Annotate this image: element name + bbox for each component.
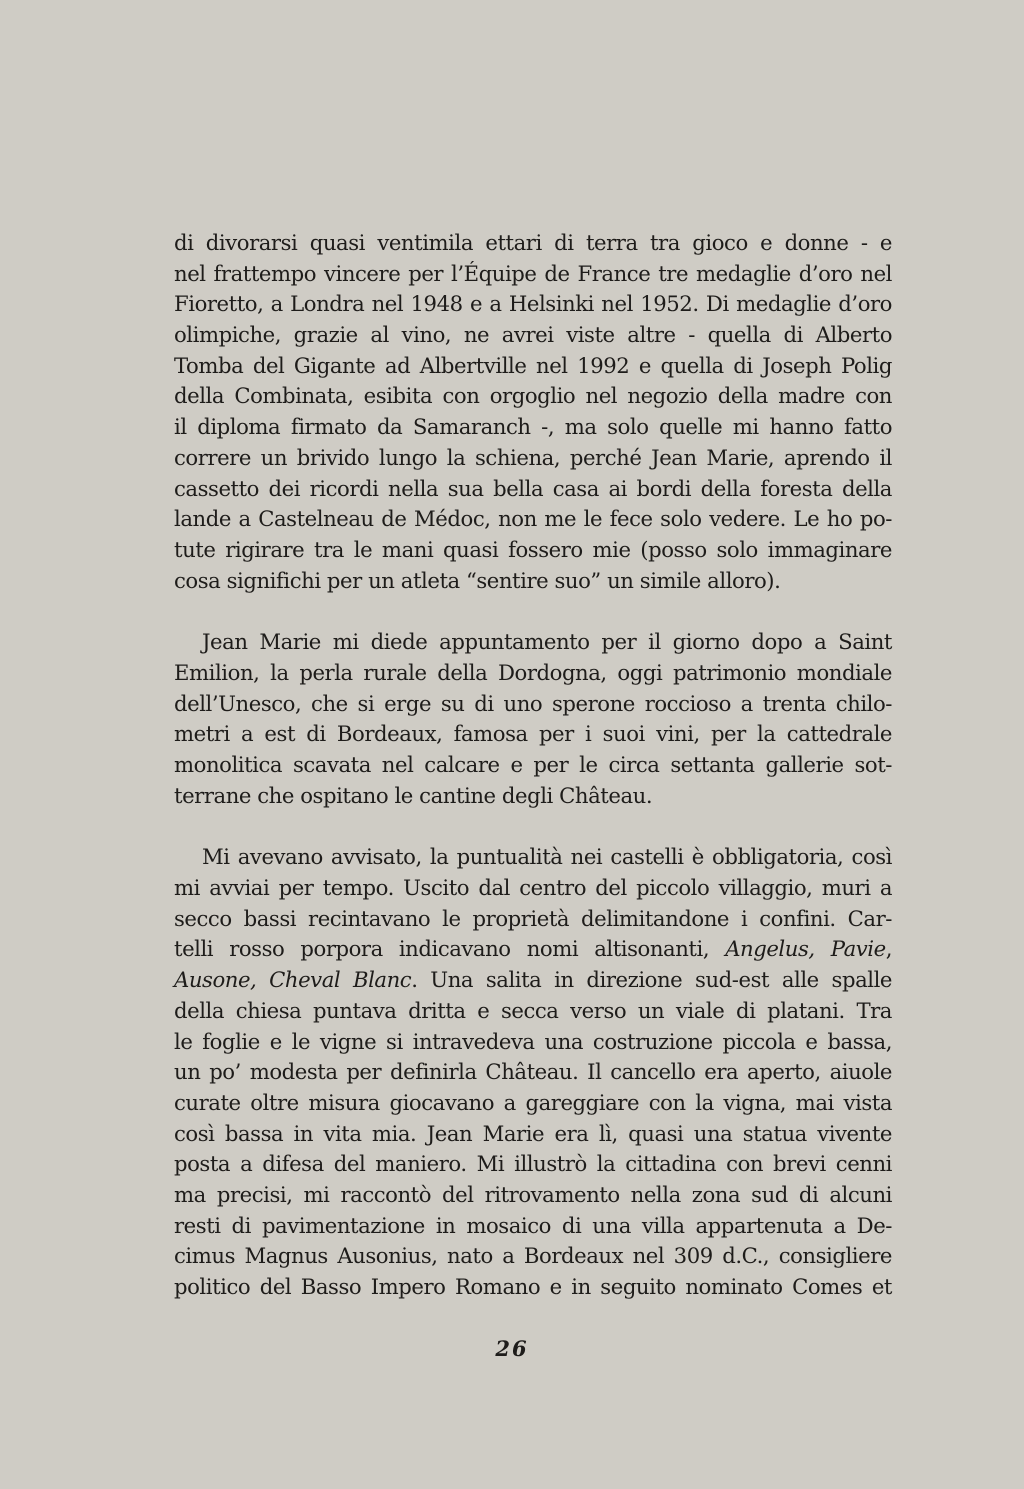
italic-wine-names: Angelus, Pavie bbox=[725, 936, 886, 962]
paragraph-spacer bbox=[174, 811, 892, 842]
text-line: mi avviai per tempo. Uscito dal centro del piccolo villaggio, muri a bbox=[174, 875, 892, 901]
page-number: 26 bbox=[495, 1336, 529, 1361]
text-line: Emilion, la perla rurale della Dordogna, oggi patrimonio mondiale bbox=[174, 659, 892, 685]
paragraph-spacer bbox=[174, 596, 892, 627]
line-text: telli rosso porpora indicavano nomi altisonanti, bbox=[174, 936, 726, 962]
text-line: dell’Unesco, che si erge su di uno sperone roccioso a trenta chilo- bbox=[174, 690, 892, 716]
italic-wine-names: Ausone, Cheval Blanc bbox=[174, 967, 412, 993]
text-line: della Combinata, esibita con orgoglio nel negozio della madre con bbox=[174, 383, 892, 409]
text-line: olimpiche, grazie al vino, ne avrei viste altre - quella di Alberto bbox=[174, 322, 892, 348]
text-line: lande a Castelneau de Médoc, non me le fece solo vedere. Le ho po- bbox=[174, 506, 892, 532]
text-line-mixed bbox=[174, 934, 892, 965]
text-line: Fioretto, a Londra nel 1948 e a Helsinki nel 1952. Di medaglie d’oro bbox=[174, 291, 892, 317]
text-line: Mi avevano avvisato, la puntualità nei castelli è obbligatoria, così bbox=[202, 844, 892, 870]
text-line: terrane che ospitano le cantine degli Château. bbox=[174, 782, 653, 808]
text-line: le foglie e le vigne si intravedeva una costruzione piccola e bassa, bbox=[174, 1028, 892, 1054]
body-text bbox=[174, 228, 892, 1303]
line-text: . Una salita in direzione sud-est alle spalle bbox=[411, 967, 892, 993]
text-line: monolitica scavata nel calcare e per le circa settanta gallerie sot- bbox=[174, 752, 892, 777]
text-line-mixed bbox=[174, 965, 892, 996]
text-line: un po’ modesta per definirla Château. Il cancello era aperto, aiuole bbox=[174, 1059, 892, 1085]
text-line: curate oltre misura giocavano a gareggiare con la vigna, mai vista bbox=[174, 1089, 892, 1115]
text-line: cosa significhi per un atleta “sentire suo” un simile alloro). bbox=[174, 567, 781, 593]
text-line: correre un brivido lungo la schiena, perché Jean Marie, aprendo il bbox=[174, 444, 892, 470]
paragraph-2 bbox=[174, 627, 892, 811]
text-line: ma precisi, mi raccontò del ritrovamento nella zona sud di alcuni bbox=[174, 1181, 892, 1207]
text-line: di divorarsi quasi ventimila ettari di terra tra gioco e donne - e bbox=[174, 230, 892, 255]
text-line: il diploma firmato da Samaranch -, ma solo quelle mi hanno fatto bbox=[174, 414, 892, 440]
text-line: così bassa in vita mia. Jean Marie era lì, quasi una statua vivente bbox=[174, 1120, 892, 1146]
text-line: Tomba del Gigante ad Albertville nel 1992 e quella di Joseph Polig bbox=[174, 352, 892, 378]
text-line: secco bassi recintavano le proprietà delimitandone i confini. Car- bbox=[174, 905, 892, 931]
text-line: cimus Magnus Ausonius, nato a Bordeaux nel 309 d.C., consigliere bbox=[174, 1243, 892, 1269]
paragraph-1 bbox=[174, 228, 892, 596]
text-line: posta a difesa del maniero. Mi illustrò la cittadina con brevi cenni bbox=[174, 1151, 892, 1177]
text-line: resti di pavimentazione in mosaico di una villa appartenuta a De- bbox=[174, 1212, 892, 1238]
paragraph-3 bbox=[174, 842, 892, 1302]
text-line: tute rigirare tra le mani quasi fossero mie (posso solo immaginare bbox=[174, 536, 892, 562]
text-line: politico del Basso Impero Romano e in seguito nominato Comes et bbox=[174, 1274, 892, 1299]
text-line: della chiesa puntava dritta e secca verso un viale di platani. Tra bbox=[174, 997, 892, 1023]
text-line: cassetto dei ricordi nella sua bella casa ai bordi della foresta della bbox=[174, 475, 892, 501]
text-line: Jean Marie mi diede appuntamento per il giorno dopo a Saint bbox=[202, 629, 892, 655]
text-line: metri a est di Bordeaux, famosa per i suoi vini, per la cattedrale bbox=[174, 721, 892, 747]
line-text: , bbox=[885, 936, 893, 962]
text-line: nel frattempo vincere per l’Équipe de France tre medaglie d’oro nel bbox=[174, 260, 892, 286]
